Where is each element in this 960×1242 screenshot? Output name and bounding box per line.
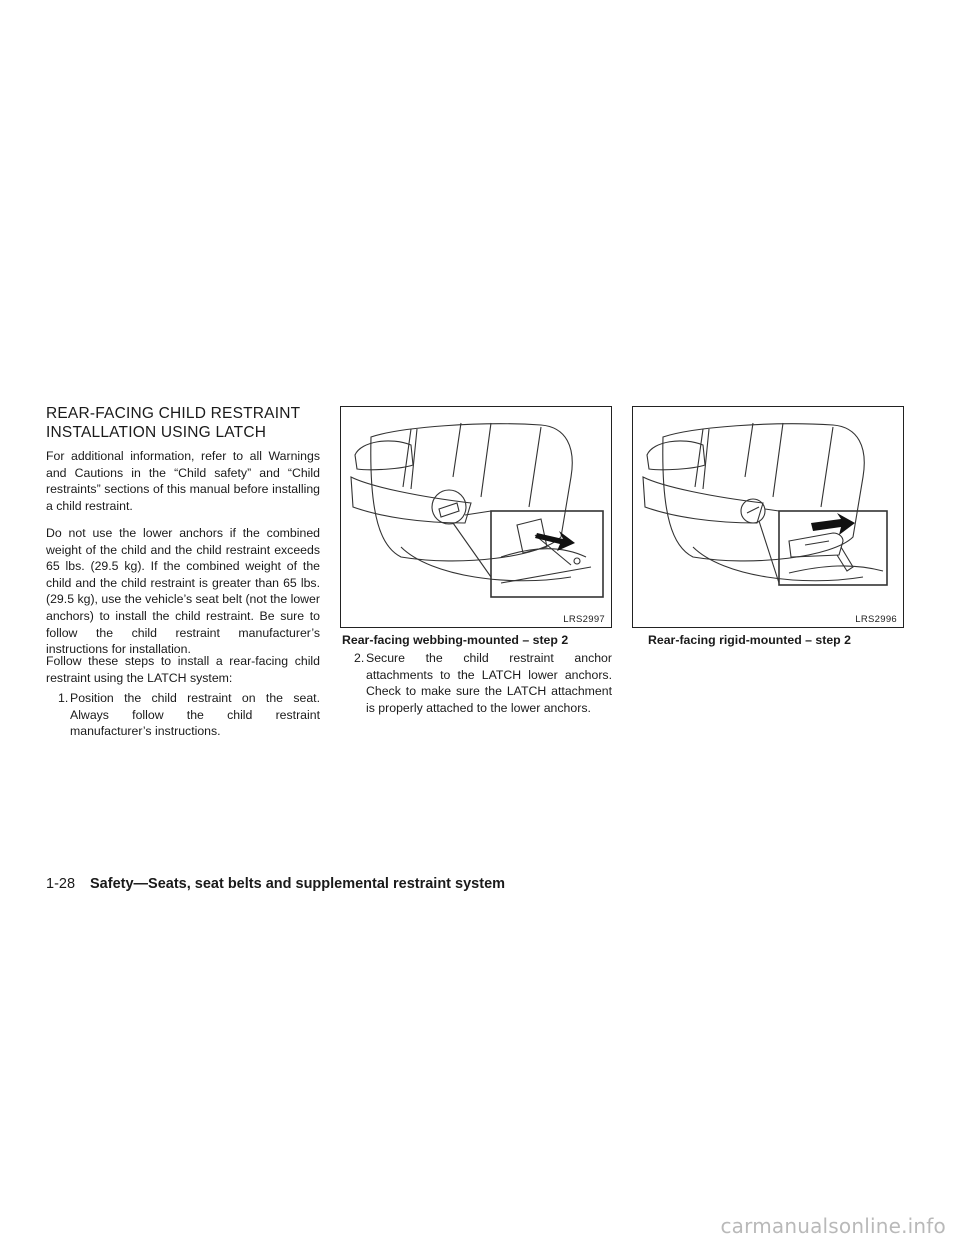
section-heading — [46, 404, 336, 442]
page-number: 1-28 — [46, 876, 76, 892]
paragraph-follow-steps: Follow these steps to install a rear-facing child restraint using the LATCH system: — [46, 654, 320, 685]
figure-code: LRS2997 — [563, 614, 605, 625]
step-1-text: Position the child restraint on the seat. Always follow the child restraint manufacturer’s instructions. — [70, 691, 320, 739]
paragraph-weight-limit: Do not use the lower anchors if the combined weight of the child and the child restraint exceeds 65 lbs. (29.5 kg). If the combined weight of the child and the child restraint is greater than 65 lbs. (29.5 kg), use the vehicle’s seat belt (not the lower anchors) to install the child restraint. Be sure to follow the child restraint manufacturer’s instructions for installation. — [46, 526, 320, 657]
figure-caption-rigid: Rear-facing rigid-mounted – step 2 — [648, 633, 851, 647]
section-heading-line1: REAR-FACING CHILD RESTRAINT — [46, 405, 301, 422]
paragraph-info: For additional information, refer to all Warnings and Cautions in the “Child safety” and “Child restraints” sections of this manual before installing a child restraint. — [46, 449, 320, 513]
section-heading-line2: INSTALLATION USING LATCH — [46, 424, 267, 441]
figure-caption-webbing: Rear-facing webbing-mounted – step 2 — [342, 633, 569, 647]
step-1-number: 1. — [58, 691, 69, 705]
figure-code: LRS2996 — [855, 614, 897, 625]
step-2 — [354, 650, 612, 716]
step-2-number: 2. — [354, 651, 365, 665]
step-1 — [58, 690, 320, 740]
figure-rigid-mounted — [632, 406, 904, 628]
watermark-link[interactable]: carmanualsonline.info — [720, 1214, 946, 1238]
seat-rigid-illustration — [633, 407, 903, 627]
seat-webbing-illustration — [341, 407, 611, 627]
step-2-text: Secure the child restraint anchor attachments to the LATCH lower anchors. Check to make sure the LATCH attachment is properly attached to the lower anchors. — [366, 651, 612, 715]
chapter-title: Safety—Seats, seat belts and supplemental restraint system — [90, 876, 506, 892]
figure-webbing-mounted — [340, 406, 612, 628]
